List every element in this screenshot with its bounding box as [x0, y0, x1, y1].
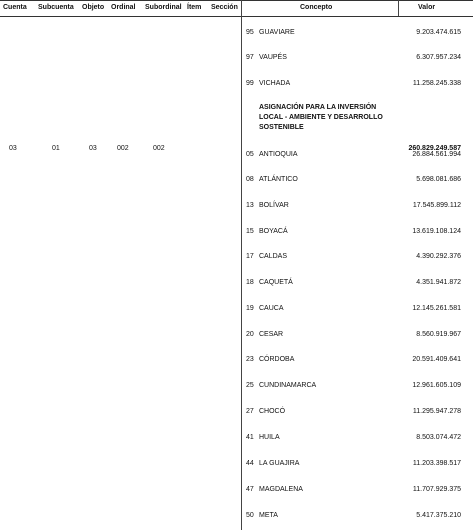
row-concepto: CESAR	[259, 331, 284, 338]
row-concepto: META	[259, 512, 278, 519]
column-divider-concepto	[241, 0, 242, 530]
column-divider-valor	[398, 0, 399, 16]
row-valor: 11.258.245.338	[412, 80, 461, 87]
row-valor: 11.707.929.375	[412, 486, 461, 493]
header-subordinal: Subordinal	[145, 4, 182, 11]
row-seccion: 08	[246, 176, 254, 183]
row-concepto: MAGDALENA	[259, 486, 303, 493]
row-valor: 11.203.398.517	[412, 460, 461, 467]
row-concepto: CAQUETÁ	[259, 279, 293, 286]
row-valor: 20.591.409.641	[412, 356, 461, 363]
row-seccion: 25	[246, 382, 254, 389]
row-concepto: LA GUAJIRA	[259, 460, 300, 467]
header-subcuenta: Subcuenta	[38, 4, 74, 11]
row-concepto: ANTIOQUIA	[259, 151, 298, 158]
row-valor: 5.698.081.686	[416, 176, 461, 183]
row-valor: 12.961.605.109	[412, 382, 461, 389]
row-seccion: 17	[246, 253, 254, 260]
row-valor: 4.390.292.376	[416, 253, 461, 260]
row-seccion: 95	[246, 29, 254, 36]
row-concepto: BOYACÁ	[259, 228, 288, 235]
header-bottom-rule	[0, 16, 473, 17]
header-concepto: Concepto	[300, 4, 333, 11]
code-ordinal: 002	[117, 145, 129, 152]
header-valor: Valor	[418, 4, 436, 11]
header-cuenta: Cuenta	[3, 4, 27, 11]
row-valor: 11.295.947.278	[412, 408, 461, 415]
row-seccion: 15	[246, 228, 254, 235]
row-concepto: GUAVIARE	[259, 29, 295, 36]
row-seccion: 19	[246, 305, 254, 312]
row-seccion: 05	[246, 151, 254, 158]
row-valor: 13.619.108.124	[412, 228, 461, 235]
row-concepto: HUILA	[259, 434, 280, 441]
row-concepto: VAUPÉS	[259, 54, 287, 61]
row-concepto: ATLÁNTICO	[259, 176, 298, 183]
header-top-rule	[0, 0, 473, 1]
row-seccion: 41	[246, 434, 254, 441]
code-subcuenta: 01	[52, 145, 60, 152]
row-seccion: 97	[246, 54, 254, 61]
row-valor: 8.560.919.967	[416, 331, 461, 338]
header-objeto: Objeto	[82, 4, 105, 11]
header-item: Ítem	[187, 4, 202, 11]
row-seccion: 18	[246, 279, 254, 286]
code-subordinal: 002	[153, 145, 165, 152]
row-valor: 9.203.474.615	[416, 29, 461, 36]
row-concepto: BOLÍVAR	[259, 202, 289, 209]
row-concepto: CAUCA	[259, 305, 284, 312]
row-seccion: 99	[246, 80, 254, 87]
header-seccion: Sección	[211, 4, 238, 11]
table-header	[0, 0, 473, 16]
row-valor: 5.417.375.210	[416, 512, 461, 519]
code-cuenta: 03	[9, 145, 17, 152]
row-valor: 6.307.957.234	[416, 54, 461, 61]
row-concepto: CHOCÓ	[259, 408, 286, 415]
row-concepto-group: ASIGNACIÓN PARA LA INVERSIÓN LOCAL - AMBIENTE Y DESARROLLO SOSTENIBLE	[259, 104, 383, 131]
row-valor-group: 260.829.249.587	[408, 145, 461, 152]
row-concepto: CÓRDOBA	[259, 356, 295, 363]
row-valor: 8.503.074.472	[416, 434, 461, 441]
row-seccion: 23	[246, 356, 254, 363]
row-concepto: CUNDINAMARCA	[259, 382, 317, 389]
row-concepto: VICHADA	[259, 80, 291, 87]
row-seccion: 50	[246, 512, 254, 519]
row-seccion: 20	[246, 331, 254, 338]
row-seccion: 13	[246, 202, 254, 209]
row-seccion: 47	[246, 486, 254, 493]
row-seccion: 44	[246, 460, 254, 467]
row-valor: 26.884.561.994	[412, 151, 461, 158]
row-seccion: 27	[246, 408, 254, 415]
row-valor: 12.145.261.581	[412, 305, 461, 312]
row-valor: 4.351.941.872	[416, 279, 461, 286]
header-ordinal: Ordinal	[111, 4, 136, 11]
row-concepto: CALDAS	[259, 253, 288, 260]
row-valor: 17.545.899.112	[412, 202, 461, 209]
code-objeto: 03	[89, 145, 97, 152]
